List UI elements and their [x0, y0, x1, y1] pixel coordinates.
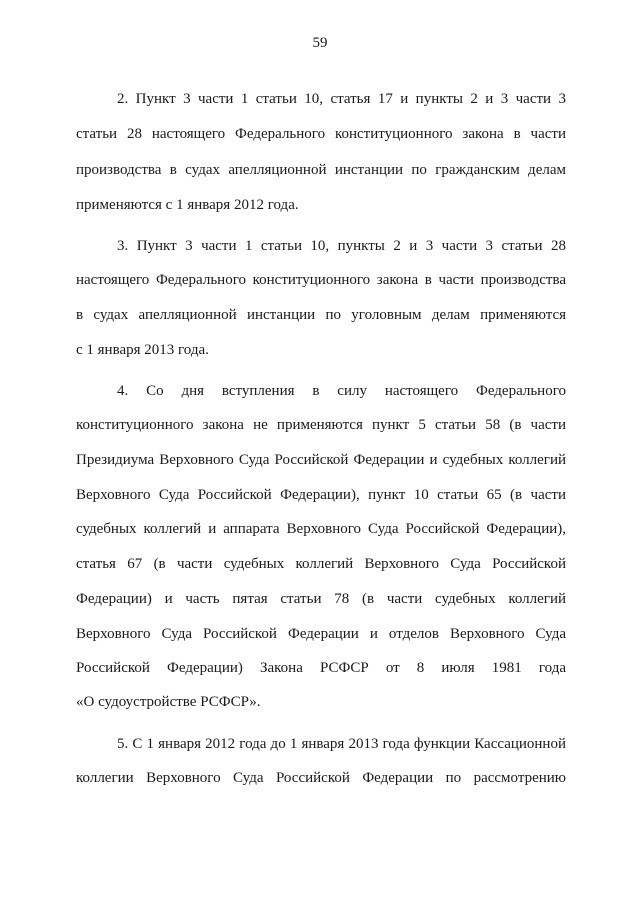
page-number: 59 — [312, 35, 328, 51]
paragraph-3-line: с 1 января 2013 года. — [76, 342, 209, 358]
paragraph-4-line: Федерации) и часть пятая статьи 78 (в части судебных коллегий — [76, 591, 566, 607]
paragraph-4-line: «О судоустройстве РСФСР». — [76, 694, 261, 710]
paragraph-3-line: настоящего Федерального конституционного закона в части производства — [76, 272, 566, 288]
paragraph-2-line: статьи 28 настоящего Федерального конституционного закона в части — [76, 126, 566, 142]
paragraph-4-line: Верховного Суда Российской Федерации и отделов Верховного Суда — [76, 626, 566, 642]
paragraph-4-line: конституционного закона не применяются пункт 5 статьи 58 (в части — [76, 417, 566, 433]
paragraph-2-line: применяются с 1 января 2012 года. — [76, 197, 299, 213]
paragraph-4-line: 4. Со дня вступления в силу настоящего Федерального — [117, 383, 566, 399]
paragraph-4-line: судебных коллегий и аппарата Верховного Суда Российской Федерации), — [76, 521, 566, 537]
paragraph-4-line: Верховного Суда Российской Федерации), пункт 10 статьи 65 (в части — [76, 487, 566, 503]
paragraph-4-line: статья 67 (в части судебных коллегий Верховного Суда Российской — [76, 556, 566, 572]
paragraph-3-line: в судах апелляционной инстанции по уголовным делам применяются — [76, 307, 566, 323]
paragraph-3-line: 3. Пункт 3 части 1 статьи 10, пункты 2 и 3 части 3 статьи 28 — [117, 238, 566, 254]
paragraph-4-line: Российской Федерации) Закона РСФСР от 8 июля 1981 года — [76, 660, 566, 676]
paragraph-5-line: 5. С 1 января 2012 года до 1 января 2013 года функции Кассационной — [117, 736, 566, 752]
paragraph-5-line: коллегии Верховного Суда Российской Федерации по рассмотрению — [76, 770, 566, 786]
paragraph-2-line: 2. Пункт 3 части 1 статьи 10, статья 17 и пункты 2 и 3 части 3 — [117, 91, 566, 107]
paragraph-4-line: Президиума Верховного Суда Российской Федерации и судебных коллегий — [76, 452, 566, 468]
paragraph-2-line: производства в судах апелляционной инстанции по гражданским делам — [76, 162, 566, 178]
